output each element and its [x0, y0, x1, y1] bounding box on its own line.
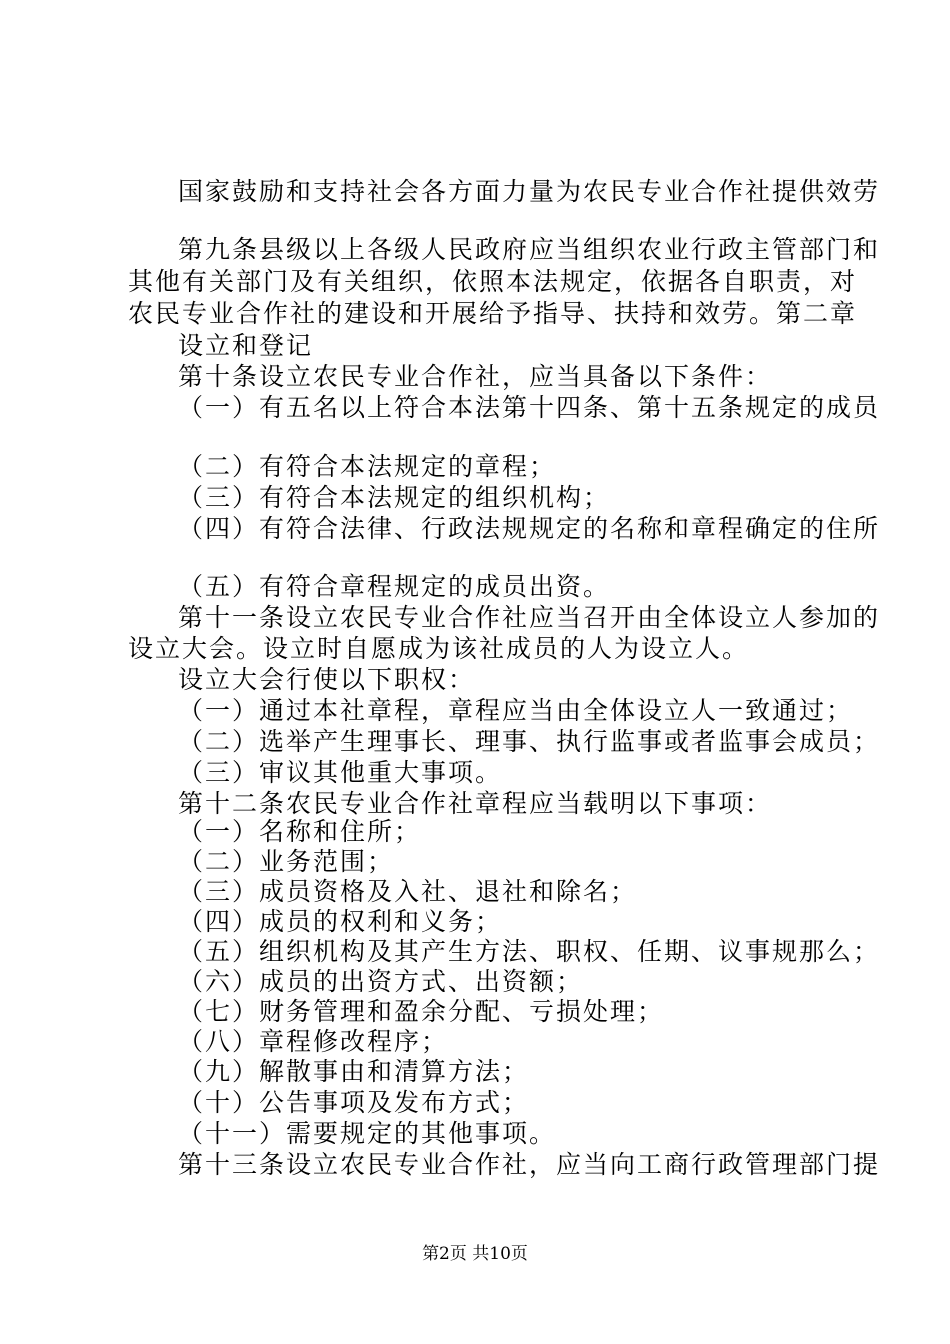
- paragraph-line: （四）有符合法律、行政法规规定的名称和章程确定的住所: [178, 514, 881, 543]
- paragraph-line: （十一）需要规定的其他事项。: [178, 1119, 557, 1148]
- paragraph-line: 第十条设立农民专业合作社，应当具备以下条件：: [178, 362, 773, 391]
- paragraph-line: （五）有符合章程规定的成员出资。: [178, 572, 611, 601]
- page-number-footer: 第2页 共10页: [422, 1244, 528, 1264]
- paragraph-line: 第九条县级以上各级人民政府应当组织农业行政主管部门和: [178, 235, 881, 264]
- paragraph-line: （二）选举产生理事长、理事、执行监事或者监事会成员；: [178, 727, 881, 756]
- paragraph-line: （五）组织机构及其产生方法、职权、任期、议事规那么；: [178, 937, 881, 966]
- paragraph-line: 设立大会。设立时自愿成为该社成员的人为设立人。: [128, 634, 750, 663]
- paragraph-line: （二）业务范围；: [178, 847, 395, 876]
- paragraph-line: 第十三条设立农民专业合作社，应当向工商行政管理部门提: [178, 1150, 881, 1179]
- paragraph-line: （一）有五名以上符合本法第十四条、第十五条规定的成员: [178, 393, 881, 422]
- paragraph-line: （七）财务管理和盈余分配、亏损处理；: [178, 997, 665, 1026]
- paragraph-line: 设立和登记: [178, 331, 314, 360]
- paragraph-line: （一）名称和住所；: [178, 817, 422, 846]
- paragraph-line: （一）通过本社章程，章程应当由全体设立人一致通过；: [178, 696, 854, 725]
- paragraph-line: （九）解散事由和清算方法；: [178, 1057, 530, 1086]
- paragraph-line: （十）公告事项及发布方式；: [178, 1088, 530, 1117]
- paragraph-line: （三）成员资格及入社、退社和除名；: [178, 877, 638, 906]
- paragraph-line: （三）审议其他重大事项。: [178, 758, 503, 787]
- paragraph-line: 国家鼓励和支持社会各方面力量为农民专业合作社提供效劳: [178, 177, 881, 206]
- paragraph-line: （六）成员的出资方式、出资额；: [178, 967, 584, 996]
- paragraph-line: 第十二条农民专业合作社章程应当载明以下事项：: [178, 789, 773, 818]
- paragraph-line: （八）章程修改程序；: [178, 1027, 449, 1056]
- paragraph-line: 其他有关部门及有关组织，依照本法规定，依据各自职责，对: [128, 267, 858, 296]
- paragraph-line: （三）有符合本法规定的组织机构；: [178, 483, 611, 512]
- paragraph-line: （四）成员的权利和义务；: [178, 907, 503, 936]
- paragraph-line: （二）有符合本法规定的章程；: [178, 452, 557, 481]
- paragraph-line: 农民专业合作社的建设和开展给予指导、扶持和效劳。第二章: [128, 299, 858, 328]
- paragraph-line: 第十一条设立农民专业合作社应当召开由全体设立人参加的: [178, 603, 881, 632]
- paragraph-line: 设立大会行使以下职权：: [178, 665, 476, 694]
